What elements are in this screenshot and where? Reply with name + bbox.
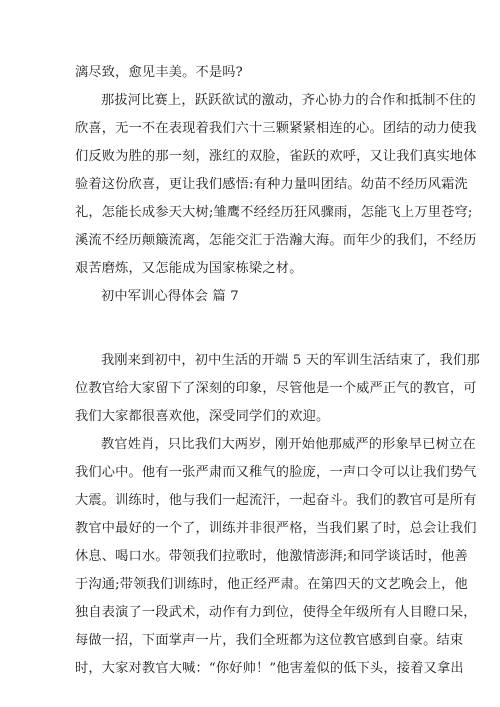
paragraph-line: 我刚来到初中，初中生活的开端 5 天的军训生活结束了，我们那 [101, 353, 480, 368]
paragraph-line: 时，大家对教官大喊：“你好帅！”他害羞似的低下头，接着又拿出 [75, 661, 464, 676]
paragraph-line: 漓尽致，愈见丰美。不是吗? [75, 65, 243, 80]
paragraph-line: 独自表演了一段武术，动作有力到位，使得全年级所有人目瞪口呆， [75, 605, 477, 620]
paragraph-line: 位教官给大家留下了深刻的印象，尽管他是一个威严正气的教官，可 [75, 381, 477, 396]
section-heading: 初中军训心得体会 篇 7 [101, 289, 239, 304]
paragraph-line: 艰苦磨炼，又怎能成为国家栋梁之材。 [75, 261, 303, 276]
paragraph-line: 于沟通;带领我们训练时，他正经严肃。在第四天的文艺晚会上，他 [75, 577, 468, 592]
paragraph-line: 验着这份欣喜，更让我们感悟:有种力量叫团结。幼苗不经历风霜洗 [75, 177, 468, 192]
paragraph-line: 休息、喝口水。带领我们拉歌时，他激情澎湃;和同学谈话时，他善 [75, 549, 468, 564]
paragraph-line: 那拔河比赛上，跃跃欲试的激动，齐心协力的合作和抵制不住的 [101, 93, 476, 108]
paragraph-line: 教官中最好的一个了，训练并非很严格，当我们累了时，总会让我们 [75, 521, 477, 536]
paragraph-line: 们反败为胜的那一刻，涨红的双脸，雀跃的欢呼，又让我们真实地体 [75, 149, 477, 164]
paragraph-line: 礼，怎能长成参天大树;雏鹰不经经历狂风骤雨，怎能飞上万里苍穹; [75, 205, 473, 220]
paragraph-line: 大震。训练时，他与我们一起流汗，一起奋斗。我们的教官可是所有 [75, 493, 477, 508]
paragraph-line: 我们心中。他有一张严肃而又稚气的脸庞，一声口令可以让我们势气 [75, 465, 477, 480]
paragraph-line: 我们大家都很喜欢他，深受同学们的欢迎。 [75, 409, 330, 424]
paragraph-line: 溪流不经历颠簸流离，怎能交汇于浩瀚大海。而年少的我们，不经历 [75, 233, 477, 248]
paragraph-line: 欣喜，无一不在表现着我们六十三颗紧紧相连的心。团结的动力使我 [75, 121, 477, 136]
paragraph-line: 每做一招，下面掌声一片，我们全班都为这位教官感到自豪。结束 [75, 633, 464, 648]
paragraph-line: 教官姓肖，只比我们大两岁，刚开始他那威严的形象早已树立在 [101, 437, 476, 452]
